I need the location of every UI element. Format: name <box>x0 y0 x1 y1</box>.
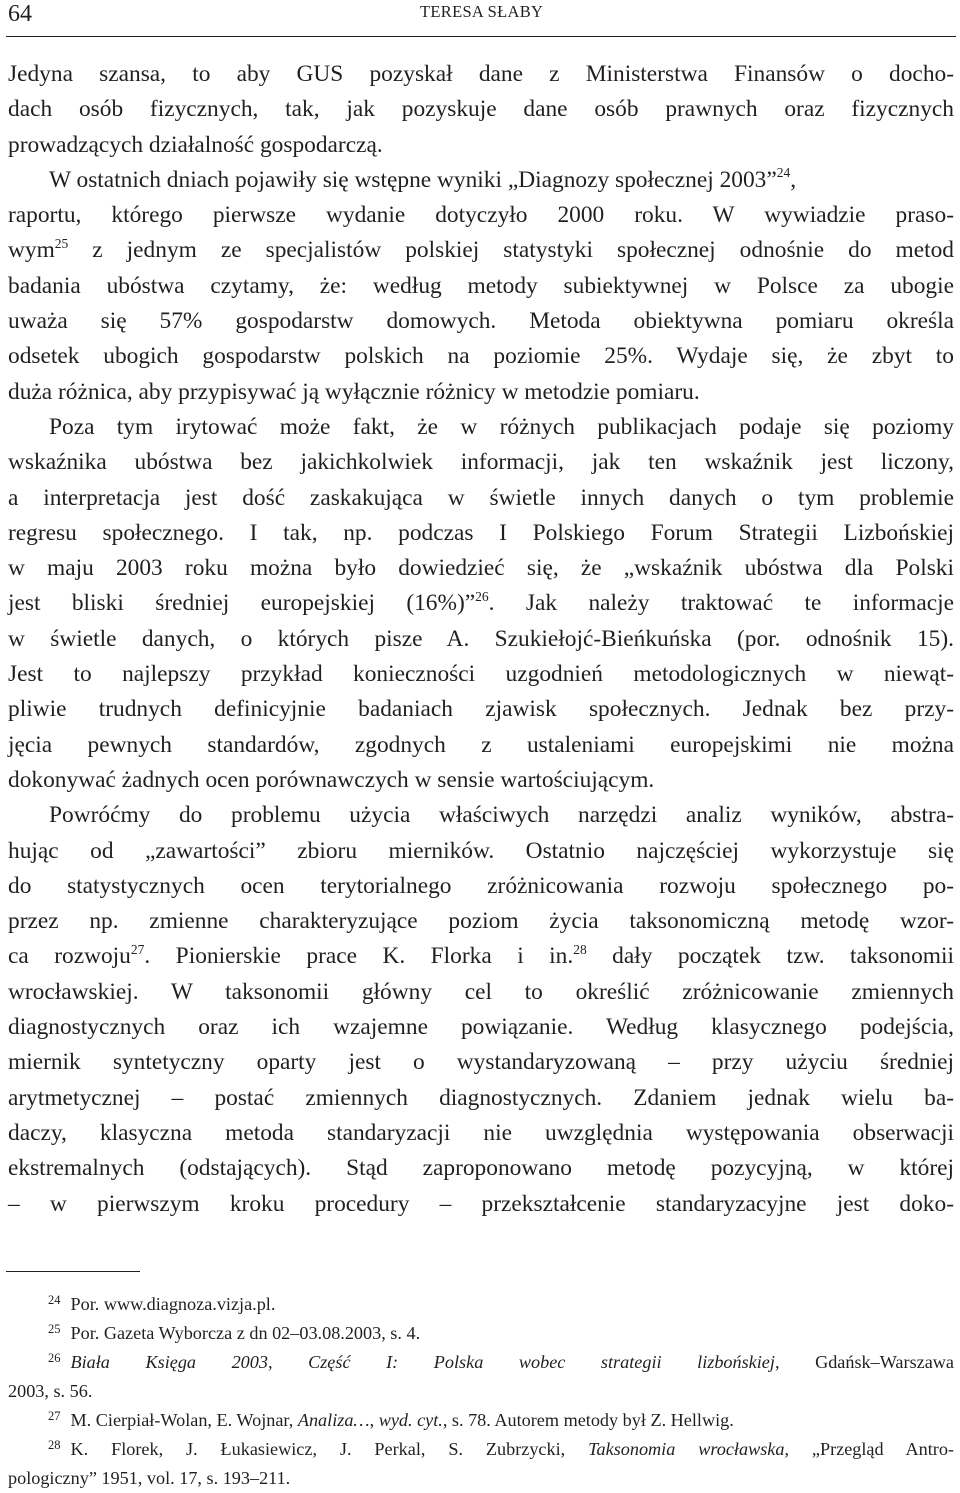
text-line: duża różnica, aby przypisywać ją wyłącznie różnicy w metodzie pomiaru. <box>8 378 700 405</box>
text-line: dach osób fizycznych, tak, jak pozyskuje dane osób prawnych oraz fizycznych <box>8 96 954 123</box>
text-line: arytmetycznej – postać zmiennych diagnostycznych. Zdaniem jednak wielu ba- <box>8 1084 954 1111</box>
footnote-24 <box>8 1290 954 1319</box>
footnote-ref: 26 <box>475 588 489 604</box>
text-line: raportu, którego pierwsze wydanie dotyczyło 2000 roku. W wywiadzie praso- <box>8 202 954 229</box>
text-line: ekstremalnych (odstających). Stąd zaproponowano metodę pozycyjną, w której <box>8 1155 954 1182</box>
footnote-number: 24 <box>48 1293 61 1307</box>
footnote-number: 28 <box>48 1438 61 1452</box>
main-text <box>8 57 954 1222</box>
footnote-number: 27 <box>48 1409 61 1423</box>
text-line: do statystycznych ocen terytorialnego zróżnicowania rozwoju społecznego po- <box>8 872 954 899</box>
text-line: daczy, klasyczna metoda standaryzacji nie uwzględnia występowania obserwacji <box>8 1119 954 1146</box>
footnote-separator <box>6 1271 140 1272</box>
text-line: – w pierwszym kroku procedury – przekształcenie standaryzacyjne jest doko- <box>8 1190 954 1217</box>
footnote-ref: 24 <box>776 165 791 181</box>
text-line: wym$^{25}$ z jednym ze specjalistów polskiej statystyki społecznej odnośnie do metod <box>8 235 954 264</box>
footnote-number: 26 <box>48 1351 61 1365</box>
text-line: Jest to najlepszy przykład konieczności uzgodnień metodologicznych w niewąt- <box>8 661 954 688</box>
text-line: w świetle danych, o których pisze A. Szukiełojć-Bieńkuńska (por. odnośnik 15). <box>8 625 954 652</box>
text-line: a interpretacja jest dość zaskakująca w świetle innych danych o tym problemie <box>8 484 954 511</box>
footnote-26: $^{26}$ Biała Księga 2003, Część I: Polska wobec strategii lizbońskiej, Gdańsk–Warszawa <box>48 1351 954 1372</box>
text-line: miernik syntetyczny oparty jest o wystandaryzowaną – przy użyciu średniej <box>8 1049 954 1076</box>
text-line: W ostatnich dniach pojawiły się wstępne wyniki „Diagnozy społecznej 2003”$^{24}$, <box>49 165 797 193</box>
running-header <box>6 0 956 37</box>
footnote-ref: 25 <box>54 235 69 251</box>
page-number: 64 <box>8 1 32 27</box>
text-line: odsetek ubogich gospodarstw polskich na poziomie 25%. Wydaje się, że zbyt to <box>8 343 954 370</box>
text-line: Poza tym irytować może fakt, że w różnych publikacjach podaje się poziomy <box>49 413 954 440</box>
footnote-number: 25 <box>48 1322 61 1336</box>
text-line: wskaźnika ubóstwa bez jakichkolwiek informacji, jak ten wskaźnik jest liczony, <box>8 449 954 476</box>
footnote-26-cont: 2003, s. 56. <box>8 1381 93 1401</box>
running-head-author: TERESA SŁABY <box>420 2 544 21</box>
text-line: diagnostycznych oraz ich wzajemne powiązanie. Według klasycznego podejścia, <box>8 1014 954 1041</box>
text-line: ca rozwoju$^{27}$. Pionierskie prace K. Florka i in.$^{28}$ dały początek tzw. taksonomii <box>8 941 954 970</box>
text-line: uważa się 57% gospodarstw domowych. Metoda obiektywna pomiaru określa <box>8 308 954 335</box>
text-line: regresu społecznego. I tak, np. podczas I Polskiego Forum Strategii Lizbońskiej <box>8 519 954 546</box>
footnote-text: Por. www.diagnoza.vizja.pl. <box>70 1294 276 1314</box>
footnote-ref: 28 <box>573 941 587 957</box>
text-line: jęcia pewnych standardów, zgodnych z ustaleniami europejskimi nie można <box>8 731 954 758</box>
text-line: hując od „zawartości” zbioru mierników. Ostatnio najczęściej wykorzystuje się <box>8 837 954 864</box>
text-line: pliwie trudnych definicyjnie badaniach zjawisk społecznych. Jednak bez przy- <box>8 696 954 723</box>
text-line: dokonywać żadnych ocen porównawczych w sensie wartościującym. <box>8 766 655 793</box>
footnote-28: $^{28}$ K. Florek, J. Łukasiewicz, J. Perkal, S. Zubrzycki, Taksonomia wrocławska, „Przegląd Antro- <box>48 1438 954 1459</box>
footnote-ref: 27 <box>130 941 145 957</box>
text-line: Powróćmy do problemu użycia właściwych narzędzi analiz wyników, abstra- <box>49 802 954 829</box>
footnote-title: Analiza… <box>297 1410 370 1430</box>
text-line: jest bliski średniej europejskiej (16%)”$^{26}$. Jak należy traktować te informacje <box>8 588 955 617</box>
footnote-25 <box>8 1319 954 1348</box>
footnote-27: $^{27}$ M. Cierpiał-Wolan, E. Wojnar, Analiza…, wyd. cyt., s. 78. Autorem metody był Z. Hellwig. <box>48 1409 734 1430</box>
footnote-28-cont: pologiczny” 1951, vol. 17, s. 193–211. <box>8 1468 291 1488</box>
footnote-text: Por. Gazeta Wyborcza z dn 02–03.08.2003, s. 4. <box>70 1323 421 1343</box>
text-line: wrocławskiej. W taksonomii główny cel to określić zróżnicowanie zmiennych <box>8 978 954 1005</box>
footnote-title: Biała Księga 2003, Część I: Polska wobec strategii lizbońskiej <box>70 1352 775 1372</box>
text-line: prowadzących działalność gospodarczą. <box>8 131 383 158</box>
text-line: w maju 2003 roku można było dowiedzieć się, że „wskaźnik ubóstwa dla Polski <box>8 555 954 582</box>
text-line: badania ubóstwa czytamy, że: według metody subiektywnej w Polsce za ubogie <box>8 272 954 299</box>
text-line: Jedyna szansa, to aby GUS pozyskał dane z Ministerstwa Finansów o docho- <box>8 61 954 87</box>
footnotes <box>8 1290 954 1493</box>
footnote-title: Taksonomia wrocławska <box>588 1439 785 1459</box>
text-line: przez np. zmienne charakteryzujące poziom życia taksonomiczną metodę wzor- <box>8 908 954 935</box>
